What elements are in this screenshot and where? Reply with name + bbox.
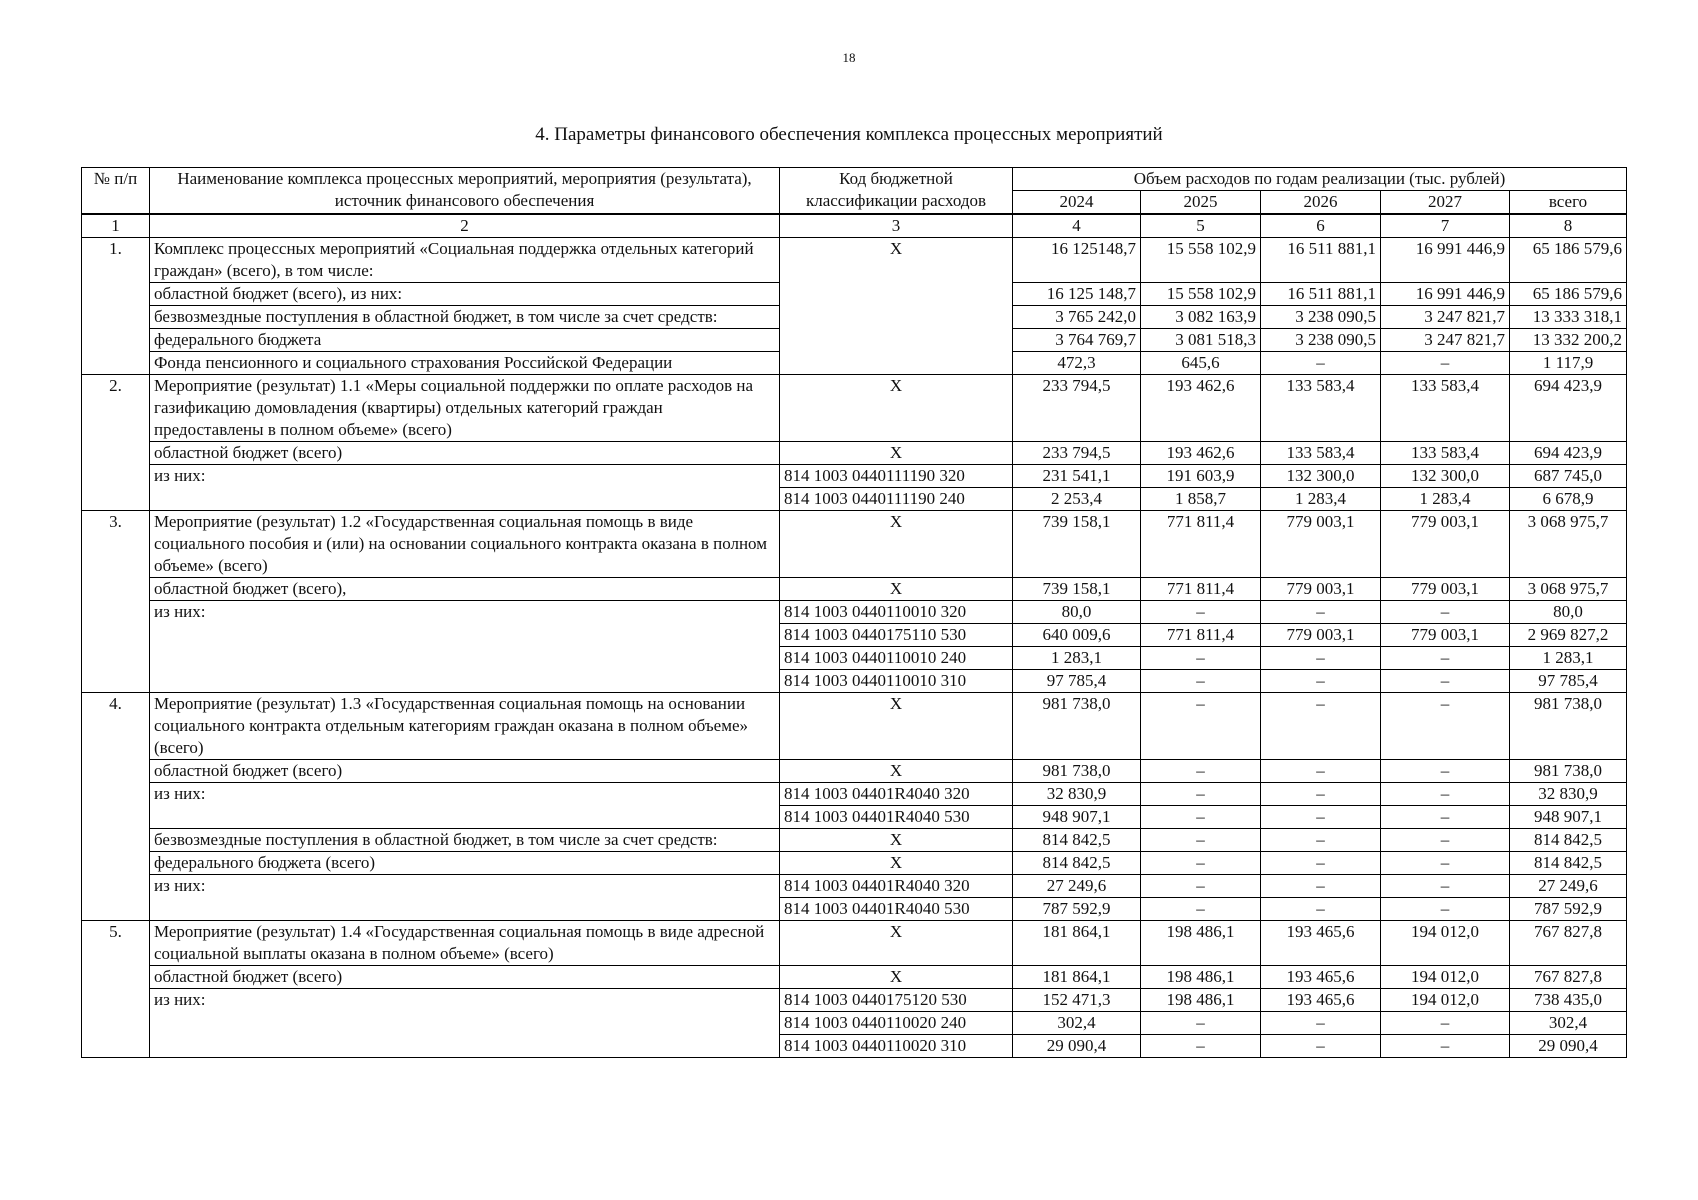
value-total: 687 745,0 (1510, 465, 1627, 488)
value-2024: 181 864,1 (1013, 921, 1141, 966)
value-2026: – (1261, 875, 1381, 898)
row-name: из них: (150, 989, 780, 1058)
column-number: 8 (1510, 214, 1627, 238)
value-2025: 3 081 518,3 (1141, 329, 1261, 352)
value-2027: – (1381, 783, 1510, 806)
row-number: 2. (82, 375, 150, 511)
row-name: областной бюджет (всего) (150, 760, 780, 783)
value-2026: 779 003,1 (1261, 511, 1381, 578)
header-total: всего (1510, 191, 1627, 215)
value-total: 694 423,9 (1510, 375, 1627, 442)
row-code: 814 1003 04401R4040 320 (780, 783, 1013, 806)
value-2027: – (1381, 1012, 1510, 1035)
value-2025: 771 811,4 (1141, 511, 1261, 578)
row-code: 814 1003 0440175110 530 (780, 624, 1013, 647)
value-2024: 16 125148,7 (1013, 238, 1141, 283)
value-2026: 3 238 090,5 (1261, 306, 1381, 329)
value-2024: 3 764 769,7 (1013, 329, 1141, 352)
value-2027: – (1381, 875, 1510, 898)
value-2025: 198 486,1 (1141, 989, 1261, 1012)
column-number: 3 (780, 214, 1013, 238)
table-row (82, 921, 1627, 966)
value-2024: 739 158,1 (1013, 578, 1141, 601)
value-2024: 981 738,0 (1013, 693, 1141, 760)
value-total: 1 117,9 (1510, 352, 1627, 375)
value-2025: – (1141, 760, 1261, 783)
value-2026: – (1261, 670, 1381, 693)
value-2027: 133 583,4 (1381, 375, 1510, 442)
value-2027: 194 012,0 (1381, 989, 1510, 1012)
row-name: из них: (150, 465, 780, 511)
value-2026: – (1261, 601, 1381, 624)
value-2025: – (1141, 670, 1261, 693)
table-header (82, 168, 1627, 238)
value-total: 738 435,0 (1510, 989, 1627, 1012)
row-name: из них: (150, 875, 780, 921)
value-2024: 787 592,9 (1013, 898, 1141, 921)
value-2026: – (1261, 760, 1381, 783)
value-2024: 231 541,1 (1013, 465, 1141, 488)
value-total: 767 827,8 (1510, 966, 1627, 989)
header-year: 2026 (1261, 191, 1381, 215)
row-code: 814 1003 0440110010 310 (780, 670, 1013, 693)
table-row (82, 760, 1627, 783)
value-2025: – (1141, 1035, 1261, 1058)
table-row (82, 989, 1627, 1012)
value-2027: – (1381, 352, 1510, 375)
value-total: 948 907,1 (1510, 806, 1627, 829)
value-2024: 472,3 (1013, 352, 1141, 375)
row-name: областной бюджет (всего), (150, 578, 780, 601)
value-2024: 814 842,5 (1013, 852, 1141, 875)
value-2024: 80,0 (1013, 601, 1141, 624)
value-2026: 1 283,4 (1261, 488, 1381, 511)
row-code: 814 1003 0440110020 310 (780, 1035, 1013, 1058)
value-total: 981 738,0 (1510, 760, 1627, 783)
value-2026: – (1261, 829, 1381, 852)
table-row (82, 601, 1627, 624)
value-2026: 16 511 881,1 (1261, 238, 1381, 283)
row-name: безвозмездные поступления в областной бюджет, в том числе за счет средств: (150, 306, 780, 329)
value-2026: – (1261, 852, 1381, 875)
row-name: областной бюджет (всего), из них: (150, 283, 780, 306)
row-code: Х (780, 578, 1013, 601)
value-2027: – (1381, 647, 1510, 670)
row-name: Комплекс процессных мероприятий «Социальная поддержка отдельных категорий граждан» (всего), в том числе: (150, 238, 780, 283)
value-2026: 193 465,6 (1261, 966, 1381, 989)
value-2026: 779 003,1 (1261, 578, 1381, 601)
value-2024: 2 253,4 (1013, 488, 1141, 511)
row-name: безвозмездные поступления в областной бюджет, в том числе за счет средств: (150, 829, 780, 852)
value-2027: 194 012,0 (1381, 966, 1510, 989)
row-name: Мероприятие (результат) 1.2 «Государственная социальная помощь в виде социального пособия и (или) на основании социального контракта оказана в полном объеме» (всего) (150, 511, 780, 578)
value-2027: – (1381, 852, 1510, 875)
row-code: 814 1003 04401R4040 530 (780, 898, 1013, 921)
row-code: 814 1003 0440111190 240 (780, 488, 1013, 511)
value-2025: – (1141, 647, 1261, 670)
table-row (82, 375, 1627, 442)
value-2025: 1 858,7 (1141, 488, 1261, 511)
value-total: 981 738,0 (1510, 693, 1627, 760)
value-total: 27 249,6 (1510, 875, 1627, 898)
row-number: 5. (82, 921, 150, 1058)
row-name: Мероприятие (результат) 1.3 «Государственная социальная помощь на основании социального контракта отдельным категориям граждан оказана в полном объеме» (всего) (150, 693, 780, 760)
value-2024: 1 283,1 (1013, 647, 1141, 670)
value-2026: 193 465,6 (1261, 989, 1381, 1012)
value-2025: – (1141, 601, 1261, 624)
value-total: 2 969 827,2 (1510, 624, 1627, 647)
table-row (82, 829, 1627, 852)
row-name: из них: (150, 601, 780, 693)
row-code: Х (780, 921, 1013, 966)
value-2024: 16 125 148,7 (1013, 283, 1141, 306)
value-2027: 133 583,4 (1381, 442, 1510, 465)
value-2024: 814 842,5 (1013, 829, 1141, 852)
value-2025: 15 558 102,9 (1141, 238, 1261, 283)
column-number: 1 (82, 214, 150, 238)
value-2026: – (1261, 693, 1381, 760)
value-2024: 97 785,4 (1013, 670, 1141, 693)
value-2027: 779 003,1 (1381, 624, 1510, 647)
value-2026: – (1261, 783, 1381, 806)
value-2025: 198 486,1 (1141, 921, 1261, 966)
value-2027: – (1381, 1035, 1510, 1058)
row-code: Х (780, 511, 1013, 578)
value-2027: 3 247 821,7 (1381, 329, 1510, 352)
row-code: Х (780, 693, 1013, 760)
table-row (82, 238, 1627, 283)
value-2026: 16 511 881,1 (1261, 283, 1381, 306)
value-2024: 3 765 242,0 (1013, 306, 1141, 329)
table-row (82, 465, 1627, 488)
row-name: из них: (150, 783, 780, 829)
value-2027: – (1381, 693, 1510, 760)
table-row (82, 511, 1627, 578)
value-2024: 948 907,1 (1013, 806, 1141, 829)
value-2027: 3 247 821,7 (1381, 306, 1510, 329)
value-2025: 193 462,6 (1141, 375, 1261, 442)
value-2025: 198 486,1 (1141, 966, 1261, 989)
row-code: Х (780, 852, 1013, 875)
table-row (82, 852, 1627, 875)
row-code: 814 1003 04401R4040 530 (780, 806, 1013, 829)
value-total: 13 333 318,1 (1510, 306, 1627, 329)
table-row (82, 693, 1627, 760)
value-2027: – (1381, 898, 1510, 921)
value-total: 6 678,9 (1510, 488, 1627, 511)
table-body (82, 238, 1627, 1058)
value-2026: – (1261, 1035, 1381, 1058)
value-total: 80,0 (1510, 601, 1627, 624)
row-number: 3. (82, 511, 150, 693)
row-code: 814 1003 04401R4040 320 (780, 875, 1013, 898)
row-name: Мероприятие (результат) 1.4 «Государственная социальная помощь в виде адресной социальной выплаты оказана в полном объеме» (всего) (150, 921, 780, 966)
value-2024: 302,4 (1013, 1012, 1141, 1035)
value-2025: – (1141, 1012, 1261, 1035)
value-2026: 193 465,6 (1261, 921, 1381, 966)
value-total: 13 332 200,2 (1510, 329, 1627, 352)
value-2026: 133 583,4 (1261, 442, 1381, 465)
value-2026: 133 583,4 (1261, 375, 1381, 442)
value-2025: 15 558 102,9 (1141, 283, 1261, 306)
value-2025: 191 603,9 (1141, 465, 1261, 488)
value-2027: – (1381, 601, 1510, 624)
row-code: Х (780, 375, 1013, 442)
value-total: 97 785,4 (1510, 670, 1627, 693)
row-code: 814 1003 0440110020 240 (780, 1012, 1013, 1035)
table-row (82, 442, 1627, 465)
value-2027: 779 003,1 (1381, 578, 1510, 601)
header-volume: Объем расходов по годам реализации (тыс. рублей) (1013, 168, 1627, 191)
value-2027: 132 300,0 (1381, 465, 1510, 488)
value-2026: 779 003,1 (1261, 624, 1381, 647)
header-year: 2024 (1013, 191, 1141, 215)
value-2026: 3 238 090,5 (1261, 329, 1381, 352)
value-2027: – (1381, 760, 1510, 783)
value-total: 29 090,4 (1510, 1035, 1627, 1058)
value-2024: 233 794,5 (1013, 442, 1141, 465)
row-name: Мероприятие (результат) 1.1 «Меры социальной поддержки по оплате расходов на газификацию домовладения (квартиры) отдельных категорий граждан предоставлены в полном объеме» (всего) (150, 375, 780, 442)
table-row (82, 578, 1627, 601)
value-total: 767 827,8 (1510, 921, 1627, 966)
value-total: 65 186 579,6 (1510, 238, 1627, 283)
financing-table (81, 167, 1627, 1058)
value-2027: – (1381, 670, 1510, 693)
row-number: 1. (82, 238, 150, 375)
row-code: Х (780, 966, 1013, 989)
value-2025: – (1141, 875, 1261, 898)
row-code: Х (780, 829, 1013, 852)
row-code: 814 1003 0440175120 530 (780, 989, 1013, 1012)
value-2026: – (1261, 647, 1381, 670)
value-2025: 193 462,6 (1141, 442, 1261, 465)
column-number: 2 (150, 214, 780, 238)
document-title: 4. Параметры финансового обеспечения комплекса процессных мероприятий (535, 124, 1163, 145)
table-row (82, 783, 1627, 806)
header-year: 2025 (1141, 191, 1261, 215)
value-total: 3 068 975,7 (1510, 578, 1627, 601)
column-number: 4 (1013, 214, 1141, 238)
value-2027: 194 012,0 (1381, 921, 1510, 966)
value-2025: 771 811,4 (1141, 624, 1261, 647)
row-code: Х (780, 760, 1013, 783)
header-name: Наименование комплекса процессных мероприятий, мероприятия (результата), источник финансового обеспечения (150, 168, 780, 215)
column-number: 6 (1261, 214, 1381, 238)
row-name: областной бюджет (всего) (150, 966, 780, 989)
value-2026: – (1261, 352, 1381, 375)
value-2024: 32 830,9 (1013, 783, 1141, 806)
value-2024: 640 009,6 (1013, 624, 1141, 647)
header-code: Код бюджетной классификации расходов (780, 168, 1013, 215)
value-2024: 181 864,1 (1013, 966, 1141, 989)
value-2027: 1 283,4 (1381, 488, 1510, 511)
value-2024: 152 471,3 (1013, 989, 1141, 1012)
value-2025: – (1141, 806, 1261, 829)
value-2026: – (1261, 898, 1381, 921)
value-2027: 16 991 446,9 (1381, 283, 1510, 306)
value-total: 787 592,9 (1510, 898, 1627, 921)
value-2027: – (1381, 806, 1510, 829)
row-name: областной бюджет (всего) (150, 442, 780, 465)
value-total: 32 830,9 (1510, 783, 1627, 806)
page-number: 18 (842, 50, 856, 65)
table-row (82, 966, 1627, 989)
column-number: 5 (1141, 214, 1261, 238)
row-code: Х (780, 442, 1013, 465)
value-total: 1 283,1 (1510, 647, 1627, 670)
value-2025: – (1141, 783, 1261, 806)
column-number: 7 (1381, 214, 1510, 238)
value-2024: 981 738,0 (1013, 760, 1141, 783)
value-2025: – (1141, 898, 1261, 921)
table-row (82, 875, 1627, 898)
row-number: 4. (82, 693, 150, 921)
value-total: 3 068 975,7 (1510, 511, 1627, 578)
value-total: 814 842,5 (1510, 829, 1627, 852)
value-2025: 3 082 163,9 (1141, 306, 1261, 329)
value-total: 302,4 (1510, 1012, 1627, 1035)
value-2027: 16 991 446,9 (1381, 238, 1510, 283)
row-name: федерального бюджета (150, 329, 780, 352)
value-2025: – (1141, 852, 1261, 875)
value-2026: – (1261, 806, 1381, 829)
row-code: 814 1003 0440110010 320 (780, 601, 1013, 624)
row-name: федерального бюджета (всего) (150, 852, 780, 875)
value-total: 694 423,9 (1510, 442, 1627, 465)
value-2025: – (1141, 693, 1261, 760)
value-2027: – (1381, 829, 1510, 852)
value-2027: 779 003,1 (1381, 511, 1510, 578)
value-2025: – (1141, 829, 1261, 852)
row-code: Х (780, 238, 1013, 375)
value-2024: 233 794,5 (1013, 375, 1141, 442)
header-no: № п/п (82, 168, 150, 215)
value-total: 814 842,5 (1510, 852, 1627, 875)
row-name: Фонда пенсионного и социального страхования Российской Федерации (150, 352, 780, 375)
value-2024: 29 090,4 (1013, 1035, 1141, 1058)
row-code: 814 1003 0440110010 240 (780, 647, 1013, 670)
row-code: 814 1003 0440111190 320 (780, 465, 1013, 488)
value-2026: 132 300,0 (1261, 465, 1381, 488)
value-2025: 645,6 (1141, 352, 1261, 375)
value-total: 65 186 579,6 (1510, 283, 1627, 306)
value-2024: 739 158,1 (1013, 511, 1141, 578)
value-2024: 27 249,6 (1013, 875, 1141, 898)
header-year: 2027 (1381, 191, 1510, 215)
value-2025: 771 811,4 (1141, 578, 1261, 601)
value-2026: – (1261, 1012, 1381, 1035)
